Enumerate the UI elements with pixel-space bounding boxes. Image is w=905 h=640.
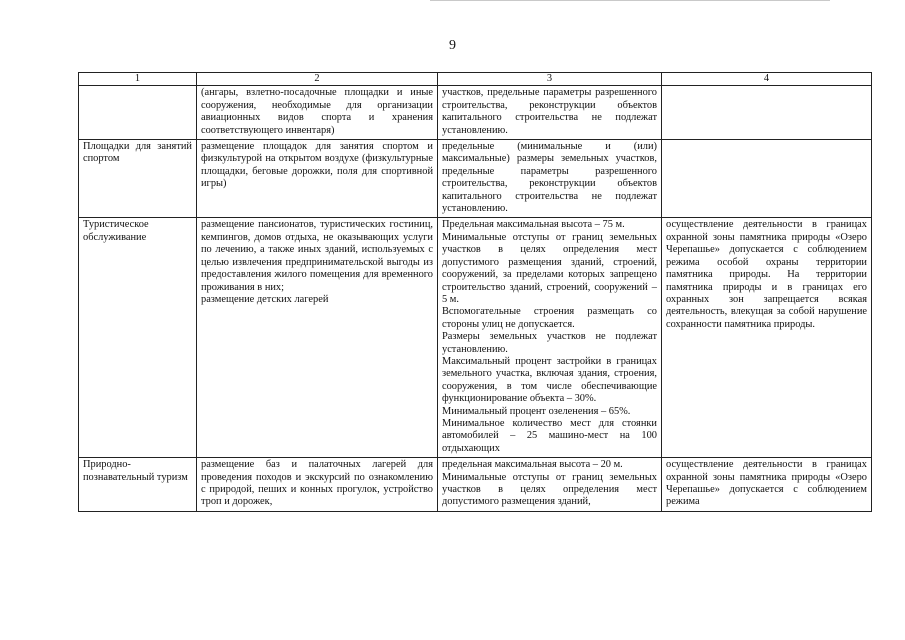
column-header-3: 3: [438, 73, 662, 86]
row-restrictions: осуществление деятельности в границах охранной зоны памятника природы «Озеро Черепашье» допускается с соблюдением режима: [662, 458, 872, 512]
row-parameters: предельные (минимальные и (или) максимальные) размеры земельных участков, предельные параметры разрешенного строительства, реконструкции объектов капитального строительства не подлежат установлению.: [438, 140, 662, 218]
table-row: [79, 140, 872, 218]
row-use-description: размещение пансионатов, туристических гостиниц, кемпингов, домов отдыха, не оказывающих услуги по лечению, а также иных зданий, используемых с целью извлечения предпринимательской выгоды из предоставления жилого помещения для временного проживания в них; размещение детских лагерей: [197, 218, 438, 458]
page-number: 9: [449, 38, 456, 53]
column-header-1: 1: [79, 73, 197, 86]
row-use-name: [79, 86, 197, 140]
table-header-row: [79, 73, 872, 86]
zoning-table: [78, 72, 872, 512]
row-use-description: размещение площадок для занятия спортом и физкультурой на открытом воздухе (физкультурные площадки, беговые дорожки, поля для спортивной игры): [197, 140, 438, 218]
row-use-name: Туристическое обслуживание: [79, 218, 197, 458]
row-use-description: (ангары, взлетно-посадочные площадки и иные сооружения, необходимые для организации авиационных видов спорта и хранения соответствующего инвентаря): [197, 86, 438, 140]
top-scan-strip: [430, 0, 830, 5]
row-restrictions: [662, 140, 872, 218]
row-restrictions: [662, 86, 872, 140]
column-header-4: 4: [662, 73, 872, 86]
row-parameters: предельная максимальная высота – 20 м. Минимальные отступы от границ земельных участков в целях определения мест допустимого размещения зданий,: [438, 458, 662, 512]
row-use-description: размещение баз и палаточных лагерей для проведения походов и экскурсий по ознакомлению с природой, пеших и конных прогулок, устройство троп и дорожек,: [197, 458, 438, 512]
row-use-name: Площадки для занятий спортом: [79, 140, 197, 218]
table-row: [79, 458, 872, 512]
row-parameters: Предельная максимальная высота – 75 м. Минимальные отступы от границ земельных участков в целях определения мест допустимого размещения зданий, строений, сооружений, за пределами которых запрещено строительство зданий, строений, сооружений – 5 м. Вспомогательные строения размещать со стороны улиц не допускается. Размеры земельных участков не подлежат установлению. Максимальный процент застройки в границах земельного участка, включая здания, строения, сооружения, в том числе обеспечивающие функционирование объекта – 30%. Минимальный процент озеленения – 65%. Минимальное количество мест для стоянки автомобилей – 25 машино-мест на 100 отдыхающих: [438, 218, 662, 458]
table-row: [79, 86, 872, 140]
row-restrictions: осуществление деятельности в границах охранной зоны памятника природы «Озеро Черепашье» допускается с соблюдением режима особой охраны территории памятника природы. На территории памятника природы и в границах его охранных зон запрещается всякая деятельность, влекущая за собой нарушение сохранности памятника природы.: [662, 218, 872, 458]
row-parameters: участков, предельные параметры разрешенного строительства, реконструкции объектов капитального строительства не подлежат установлению.: [438, 86, 662, 140]
column-header-2: 2: [197, 73, 438, 86]
table-row: [79, 218, 872, 458]
row-use-name: Природно-познавательный туризм: [79, 458, 197, 512]
